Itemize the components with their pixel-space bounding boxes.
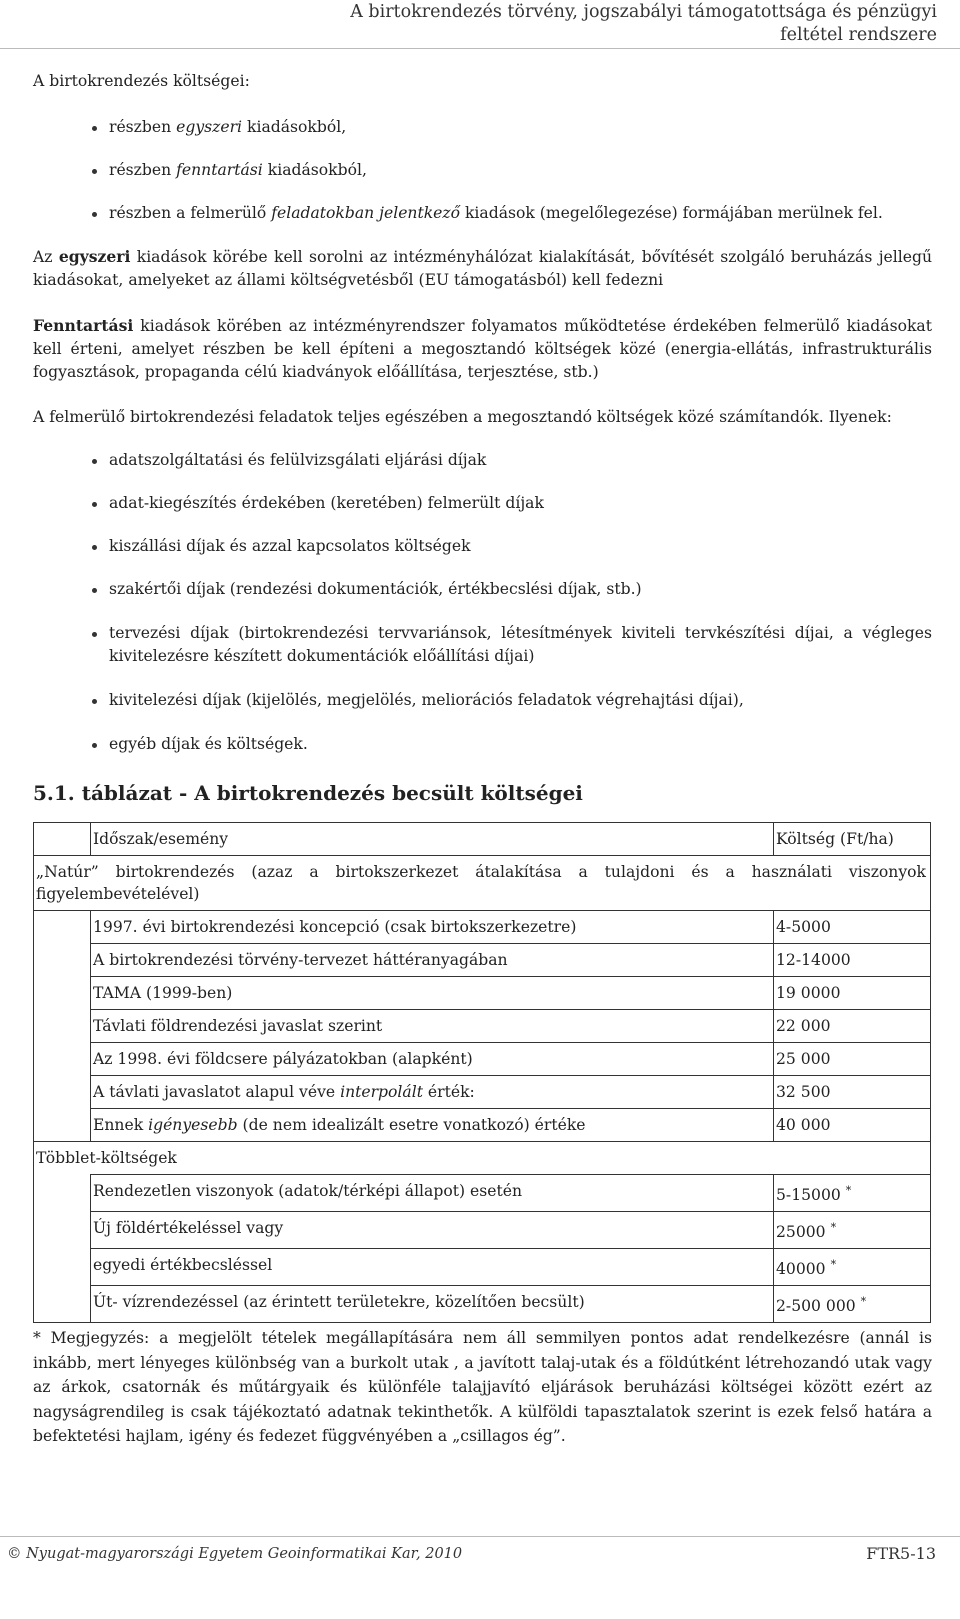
section-extra-costs: Többlet-költségek [34,1142,931,1175]
footer-copyright: © Nyugat-magyarországi Egyetem Geoinformatikai Kar, 2010 [7,1546,463,1562]
page-number: FTR5-13 [866,1544,936,1563]
row-value: 40 000 [774,1109,931,1142]
paragraph-maintenance-costs: Fenntartási kiadások körében az intézményrendszer folyamatos működtetése érdekében felmerülő kiadásokat kell érteni, amelyet részben be kell építeni a megosztandó költségek közé (energia-ellátás, infrastrukturális fogyasztások, propaganda célú kiadványok előállítása, terjesztése, stb.) [33,316,932,381]
list-item: részben egyszeri kiadásokból, [33,116,932,139]
header-line-1: A birtokrendezés törvény, jogszabályi támogatottsága és pénzügyi [350,2,937,22]
row-value: 40000 * [774,1249,931,1286]
table-row [34,1249,931,1286]
table-caption: 5.1. táblázat - A birtokrendezés becsült költségei [33,781,583,805]
row-value: 2-500 000 * [774,1286,931,1323]
list-item: adatszolgáltatási és felülvizsgálati eljárási díjak [33,449,932,472]
row-value: 22 000 [774,1010,931,1043]
section-natur: „Natúr” birtokrendezés (azaz a birtokszerkezet átalakítása a tulajdoni és a használati viszonyok figyelembevételével) [34,856,931,911]
row-label: Rendezetlen viszonyok (adatok/térképi állapot) esetén [91,1175,774,1212]
row-label: A távlati javaslatot alapul véve interpolált érték: [91,1076,774,1109]
row-label: TAMA (1999-ben) [91,977,774,1010]
table-row [34,1010,931,1043]
row-value: 25000 * [774,1212,931,1249]
list-item: részben a felmerülő feladatokban jelentkező kiadások (megelőlegezése) formájában merülnek fel. [33,202,932,225]
row-label: 1997. évi birtokrendezési koncepció (csak birtokszerkezetre) [91,911,774,944]
list-item: kivitelezési díjak (kijelölés, megjelölés, meliorációs feladatok végrehajtási díjai), [33,689,932,712]
row-value: 25 000 [774,1043,931,1076]
list-item: kiszállási díjak és azzal kapcsolatos költségek [33,535,932,558]
table-section-row [34,1142,931,1175]
intro-text: A birtokrendezés költségei: [33,72,250,90]
table-row [34,1043,931,1076]
row-value: 19 0000 [774,977,931,1010]
list-item: adat-kiegészítés érdekében (keretében) felmerült díjak [33,492,932,515]
paragraph-one-time-costs: Az egyszeri kiadások körébe kell sorolni az intézményhálózat kialakítását, bővítését szolgáló beruházás jellegű kiadásokat, amelyeket az állami költségvetésből (EU támogatásból) kell fedezni [33,247,932,289]
table-row [34,1109,931,1142]
header-divider [0,48,960,49]
list-item: részben fenntartási kiadásokból, [33,159,932,182]
row-value: 32 500 [774,1076,931,1109]
table-row [34,977,931,1010]
column-header-cost: Költség (Ft/ha) [774,823,931,856]
row-value: 5-15000 * [774,1175,931,1212]
cost-table [33,822,931,1323]
table-cell [34,823,91,856]
row-label: Új földértékeléssel vagy [91,1212,774,1249]
row-label: Távlati földrendezési javaslat szerint [91,1010,774,1043]
column-header-period: Időszak/esemény [91,823,774,856]
row-label: Az 1998. évi földcsere pályázatokban (alapként) [91,1043,774,1076]
row-label: egyedi értékbecsléssel [91,1249,774,1286]
running-header [0,0,960,47]
footer-divider [0,1536,960,1537]
header-line-2: feltétel rendszere [780,25,937,45]
table-row [34,1175,931,1212]
table-row [34,911,931,944]
row-value: 12-14000 [774,944,931,977]
footnote: * Megjegyzés: a megjelölt tételek megállapítására nem áll semmilyen pontos adat rendelkezésre (annál is inkább, mert lényeges különbség van a burkolt utak , a javított talaj-utak és a földútként létrehozandó utak vagy az árkok, csatornák és műtárgyaik és különféle talajjavító eljárások beruházási költségei között ezért az nagyságrendileg is csak tájékoztató adatnak tekinthetők. A külföldi tapasztalatok szerint is ezek felső határa a befektetési hajlam, igény és fedezet függvényében a „csillagos ég”. [33,1329,932,1445]
row-label: A birtokrendezési törvény-tervezet háttéranyagában [91,944,774,977]
table-row [34,1076,931,1109]
paragraph-tasks: A felmerülő birtokrendezési feladatok teljes egészében a megosztandó költségek közé számítandók. Ilyenek: [33,408,892,426]
row-value: 4-5000 [774,911,931,944]
table-header-row [34,823,931,856]
table-row [34,1286,931,1323]
list-item: szakértői díjak (rendezési dokumentációk, értékbecslési díjak, stb.) [33,578,932,601]
row-label: Út- vízrendezéssel (az érintett területekre, közelítően becsült) [91,1286,774,1323]
table-row [34,1212,931,1249]
table-section-row [34,856,931,911]
row-label: Ennek igényesebb (de nem idealizált esetre vonatkozó) értéke [91,1109,774,1142]
table-row [34,944,931,977]
list-item: egyéb díjak és költségek. [33,733,932,756]
list-item: tervezési díjak (birtokrendezési tervvariánsok, létesítmények kiviteli tervkészítési díjai, a végleges kivitelezésre készített dokumentációk előállítási díjai) [33,622,932,668]
